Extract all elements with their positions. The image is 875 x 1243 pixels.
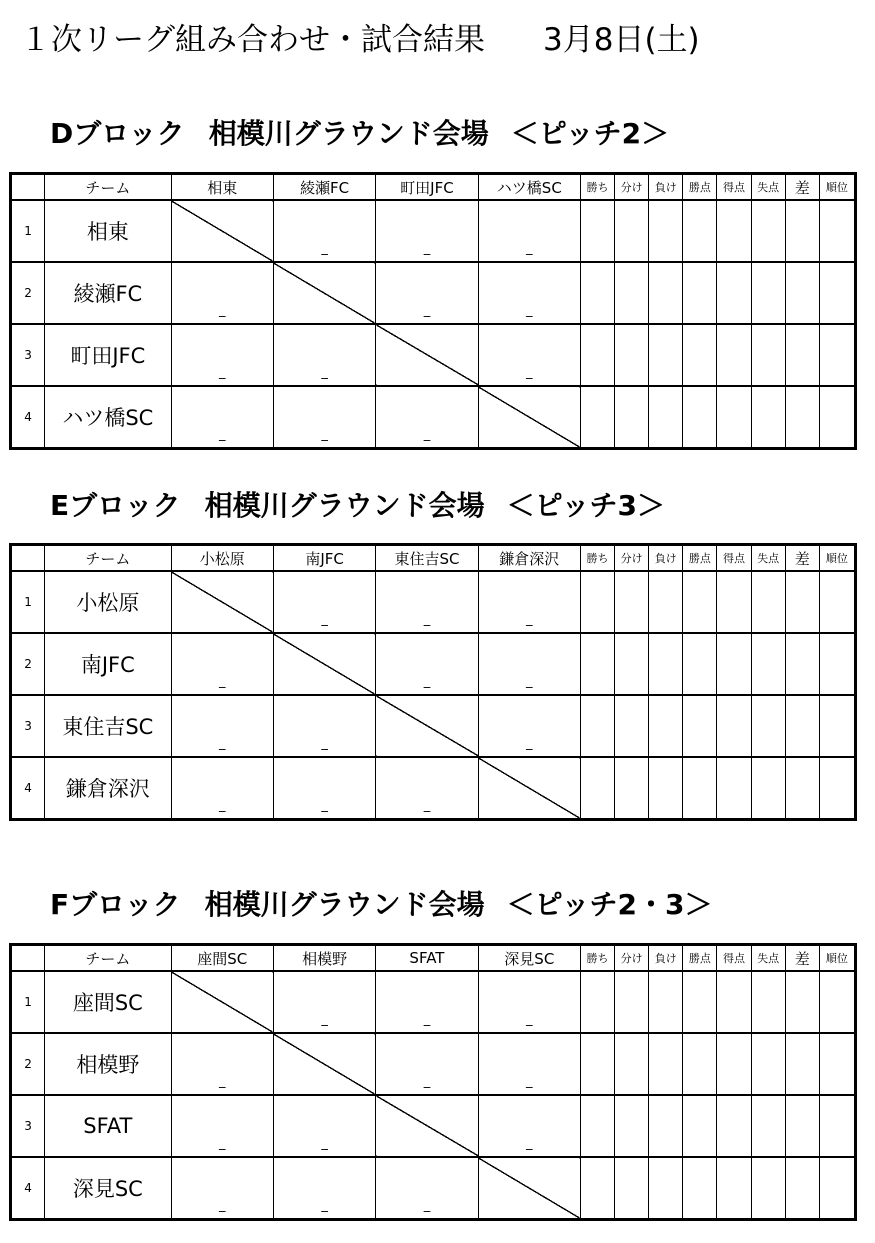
standings-table <box>9 172 857 450</box>
goals-against-cell[interactable] <box>751 386 785 449</box>
header-opponent: 小松原 <box>171 545 273 572</box>
goals-against-cell[interactable] <box>751 695 785 757</box>
score-value: _ <box>423 798 431 813</box>
goals-for-cell[interactable] <box>717 262 751 324</box>
score-value: _ <box>423 303 431 318</box>
score-cell[interactable] <box>478 971 580 1033</box>
goals-against-cell[interactable] <box>751 971 785 1033</box>
score-cell[interactable] <box>273 324 375 386</box>
score-value: _ <box>423 1198 431 1213</box>
losses-cell[interactable] <box>649 971 683 1033</box>
score-value: _ <box>526 1012 533 1027</box>
goal-diff-cell[interactable] <box>785 633 819 695</box>
self-match-cell <box>376 1095 478 1157</box>
score-value: _ <box>321 612 328 627</box>
losses-cell[interactable] <box>649 757 683 820</box>
points-cell[interactable] <box>683 262 717 324</box>
points-cell[interactable] <box>683 1095 717 1157</box>
score-cell[interactable] <box>273 1095 375 1157</box>
score-value: _ <box>218 736 226 751</box>
score-value: _ <box>218 1136 226 1151</box>
header-goals-against: 失点 <box>751 545 785 572</box>
goal-diff-cell[interactable] <box>785 695 819 757</box>
header-team: チーム <box>45 945 171 972</box>
rank-cell[interactable] <box>819 324 855 386</box>
score-value: _ <box>321 798 328 813</box>
points-cell[interactable] <box>683 571 717 633</box>
draws-cell[interactable] <box>615 386 649 449</box>
self-match-cell <box>273 1033 375 1095</box>
row-number: 3 <box>11 324 45 386</box>
points-cell[interactable] <box>683 324 717 386</box>
losses-cell[interactable] <box>649 571 683 633</box>
score-cell[interactable] <box>478 1095 580 1157</box>
goals-for-cell[interactable] <box>717 1033 751 1095</box>
header-wins: 勝ち <box>580 174 614 201</box>
score-cell[interactable] <box>171 386 273 449</box>
score-value: _ <box>321 365 328 380</box>
draws-cell[interactable] <box>615 1095 649 1157</box>
losses-cell[interactable] <box>649 262 683 324</box>
score-value: _ <box>423 1074 431 1089</box>
self-match-cell <box>171 200 273 262</box>
row-number: 1 <box>11 971 45 1033</box>
score-cell[interactable] <box>171 695 273 757</box>
rank-cell[interactable] <box>819 633 855 695</box>
team-name: 鎌倉深沢 <box>45 757 171 820</box>
goals-for-cell[interactable] <box>717 571 751 633</box>
goals-against-cell[interactable] <box>751 571 785 633</box>
row-number: 4 <box>11 386 45 449</box>
header-goal-diff: 差 <box>785 174 819 201</box>
team-name: 深見SC <box>45 1157 171 1220</box>
score-value: _ <box>526 1136 533 1151</box>
goals-for-cell[interactable] <box>717 1095 751 1157</box>
block-name: Fブロック <box>50 888 181 921</box>
losses-cell[interactable] <box>649 1157 683 1220</box>
goal-diff-cell[interactable] <box>785 971 819 1033</box>
rank-cell[interactable] <box>819 971 855 1033</box>
wins-cell[interactable] <box>580 633 614 695</box>
header-goals-for: 得点 <box>717 174 751 201</box>
score-cell[interactable] <box>376 262 478 324</box>
header-opponent: 東住吉SC <box>376 545 478 572</box>
venue-name: 相模川グラウンド会場 <box>204 489 485 522</box>
draws-cell[interactable] <box>615 324 649 386</box>
team-row <box>11 971 856 1033</box>
team-row <box>11 200 856 262</box>
score-cell[interactable] <box>171 1095 273 1157</box>
team-row <box>11 757 856 820</box>
header-opponent: 座間SC <box>171 945 273 972</box>
goals-for-cell[interactable] <box>717 633 751 695</box>
header-rank: 順位 <box>819 545 855 572</box>
draws-cell[interactable] <box>615 971 649 1033</box>
draws-cell[interactable] <box>615 200 649 262</box>
header-points: 勝点 <box>683 945 717 972</box>
self-match-cell <box>478 1157 580 1220</box>
score-cell[interactable] <box>478 633 580 695</box>
losses-cell[interactable] <box>649 200 683 262</box>
block-title <box>50 484 665 524</box>
rank-cell[interactable] <box>819 695 855 757</box>
rank-cell[interactable] <box>819 571 855 633</box>
score-cell[interactable] <box>376 1157 478 1220</box>
points-cell[interactable] <box>683 757 717 820</box>
row-number: 4 <box>11 757 45 820</box>
score-value: _ <box>218 1074 226 1089</box>
header-points: 勝点 <box>683 174 717 201</box>
row-number: 1 <box>11 200 45 262</box>
self-match-cell <box>171 571 273 633</box>
goals-for-cell[interactable] <box>717 971 751 1033</box>
header-goals-against: 失点 <box>751 174 785 201</box>
wins-cell[interactable] <box>580 262 614 324</box>
score-cell[interactable] <box>376 571 478 633</box>
team-row <box>11 1157 856 1220</box>
team-row <box>11 633 856 695</box>
score-value: _ <box>218 427 226 442</box>
score-value: _ <box>218 303 226 318</box>
row-number: 2 <box>11 633 45 695</box>
block-name: Eブロック <box>50 489 181 522</box>
wins-cell[interactable] <box>580 757 614 820</box>
row-number: 2 <box>11 262 45 324</box>
header-goals-against: 失点 <box>751 945 785 972</box>
row-number: 4 <box>11 1157 45 1220</box>
team-name: 相東 <box>45 200 171 262</box>
venue-name: 相模川グラウンド会場 <box>204 888 485 921</box>
wins-cell[interactable] <box>580 1157 614 1220</box>
team-name: 東住吉SC <box>45 695 171 757</box>
team-name: ハツ橋SC <box>45 386 171 449</box>
score-cell[interactable] <box>171 262 273 324</box>
goal-diff-cell[interactable] <box>785 1095 819 1157</box>
points-cell[interactable] <box>683 386 717 449</box>
header-losses: 負け <box>649 174 683 201</box>
page-title <box>20 14 700 59</box>
score-value: _ <box>526 365 533 380</box>
header-opponent: 深見SC <box>478 945 580 972</box>
team-name: 南JFC <box>45 633 171 695</box>
standings-table <box>9 543 857 821</box>
team-name: 綾瀬FC <box>45 262 171 324</box>
goals-for-cell[interactable] <box>717 695 751 757</box>
losses-cell[interactable] <box>649 1095 683 1157</box>
score-cell[interactable] <box>171 1033 273 1095</box>
score-value: _ <box>423 241 431 256</box>
rank-cell[interactable] <box>819 1095 855 1157</box>
score-cell[interactable] <box>171 633 273 695</box>
points-cell[interactable] <box>683 1157 717 1220</box>
league-table <box>9 543 857 821</box>
goals-for-cell[interactable] <box>717 200 751 262</box>
self-match-cell <box>376 695 478 757</box>
team-row <box>11 1033 856 1095</box>
header-draws: 分け <box>615 545 649 572</box>
header-opponent: 町田JFC <box>376 174 478 201</box>
header-goal-diff: 差 <box>785 545 819 572</box>
score-cell[interactable] <box>273 757 375 820</box>
wins-cell[interactable] <box>580 1033 614 1095</box>
header-opponent: 南JFC <box>273 545 375 572</box>
score-value: _ <box>526 736 533 751</box>
goals-against-cell[interactable] <box>751 1033 785 1095</box>
header-goals-for: 得点 <box>717 545 751 572</box>
score-cell[interactable] <box>478 571 580 633</box>
wins-cell[interactable] <box>580 386 614 449</box>
score-cell[interactable] <box>376 971 478 1033</box>
wins-cell[interactable] <box>580 971 614 1033</box>
goals-against-cell[interactable] <box>751 262 785 324</box>
wins-cell[interactable] <box>580 1095 614 1157</box>
score-value: _ <box>321 427 328 442</box>
goal-diff-cell[interactable] <box>785 1033 819 1095</box>
score-value: _ <box>321 1136 328 1151</box>
losses-cell[interactable] <box>649 695 683 757</box>
match-date: 3月8日(土) <box>543 22 700 58</box>
score-value: _ <box>423 427 431 442</box>
goal-diff-cell[interactable] <box>785 571 819 633</box>
score-cell[interactable] <box>171 324 273 386</box>
header-losses: 負け <box>649 545 683 572</box>
goals-for-cell[interactable] <box>717 324 751 386</box>
header-team: チーム <box>45 545 171 572</box>
page-title-text: １次リーグ組み合わせ・試合結果 <box>20 22 485 58</box>
row-number: 3 <box>11 695 45 757</box>
team-name: 小松原 <box>45 571 171 633</box>
header-opponent: SFAT <box>376 945 478 972</box>
losses-cell[interactable] <box>649 324 683 386</box>
score-cell[interactable] <box>376 757 478 820</box>
header-wins: 勝ち <box>580 945 614 972</box>
score-cell[interactable] <box>478 695 580 757</box>
wins-cell[interactable] <box>580 571 614 633</box>
points-cell[interactable] <box>683 971 717 1033</box>
team-row <box>11 262 856 324</box>
goals-against-cell[interactable] <box>751 1157 785 1220</box>
goal-diff-cell[interactable] <box>785 200 819 262</box>
goal-diff-cell[interactable] <box>785 386 819 449</box>
team-row <box>11 386 856 449</box>
draws-cell[interactable] <box>615 1033 649 1095</box>
goals-against-cell[interactable] <box>751 324 785 386</box>
self-match-cell <box>478 757 580 820</box>
score-value: _ <box>218 798 226 813</box>
row-number: 2 <box>11 1033 45 1095</box>
score-cell[interactable] <box>376 1033 478 1095</box>
header-rank: 順位 <box>819 174 855 201</box>
score-cell[interactable] <box>273 386 375 449</box>
header-row <box>11 174 856 201</box>
goal-diff-cell[interactable] <box>785 757 819 820</box>
team-name: 町田JFC <box>45 324 171 386</box>
rank-cell[interactable] <box>819 200 855 262</box>
points-cell[interactable] <box>683 1033 717 1095</box>
goals-against-cell[interactable] <box>751 757 785 820</box>
header-losses: 負け <box>649 945 683 972</box>
wins-cell[interactable] <box>580 324 614 386</box>
score-cell[interactable] <box>478 324 580 386</box>
team-name: SFAT <box>45 1095 171 1157</box>
header-goal-diff: 差 <box>785 945 819 972</box>
self-match-cell <box>273 633 375 695</box>
wins-cell[interactable] <box>580 200 614 262</box>
score-cell[interactable] <box>171 1157 273 1220</box>
pitch-label: ＜ピッチ2＞ <box>510 117 670 150</box>
losses-cell[interactable] <box>649 633 683 695</box>
score-value: _ <box>526 303 533 318</box>
header-goals-for: 得点 <box>717 945 751 972</box>
self-match-cell <box>273 262 375 324</box>
header-opponent: 相模野 <box>273 945 375 972</box>
goals-for-cell[interactable] <box>717 386 751 449</box>
rank-cell[interactable] <box>819 262 855 324</box>
header-opponent: ハツ橋SC <box>478 174 580 201</box>
header-draws: 分け <box>615 945 649 972</box>
score-value: _ <box>218 365 226 380</box>
team-row <box>11 695 856 757</box>
wins-cell[interactable] <box>580 695 614 757</box>
score-cell[interactable] <box>478 262 580 324</box>
header-team: チーム <box>45 174 171 201</box>
header-opponent: 鎌倉深沢 <box>478 545 580 572</box>
score-cell[interactable] <box>478 1033 580 1095</box>
header-no <box>11 174 45 201</box>
draws-cell[interactable] <box>615 262 649 324</box>
team-row <box>11 571 856 633</box>
score-value: _ <box>321 1012 328 1027</box>
score-value: _ <box>423 674 431 689</box>
league-table <box>9 943 857 1221</box>
points-cell[interactable] <box>683 200 717 262</box>
rank-cell[interactable] <box>819 1033 855 1095</box>
team-row <box>11 1095 856 1157</box>
losses-cell[interactable] <box>649 1033 683 1095</box>
league-table <box>9 172 857 450</box>
points-cell[interactable] <box>683 633 717 695</box>
draws-cell[interactable] <box>615 757 649 820</box>
draws-cell[interactable] <box>615 571 649 633</box>
score-value: _ <box>321 241 328 256</box>
header-row <box>11 945 856 972</box>
goals-for-cell[interactable] <box>717 1157 751 1220</box>
score-cell[interactable] <box>273 571 375 633</box>
score-value: _ <box>321 736 328 751</box>
self-match-cell <box>478 386 580 449</box>
block-title <box>50 883 712 923</box>
venue-name: 相模川グラウンド会場 <box>208 117 489 150</box>
row-number: 1 <box>11 571 45 633</box>
score-cell[interactable] <box>273 1157 375 1220</box>
score-cell[interactable] <box>273 971 375 1033</box>
score-cell[interactable] <box>273 200 375 262</box>
score-value: _ <box>423 612 431 627</box>
score-value: _ <box>526 241 533 256</box>
header-rank: 順位 <box>819 945 855 972</box>
block-name: Dブロック <box>50 117 185 150</box>
score-cell[interactable] <box>273 695 375 757</box>
self-match-cell <box>171 971 273 1033</box>
block-title <box>50 112 669 152</box>
draws-cell[interactable] <box>615 695 649 757</box>
draws-cell[interactable] <box>615 1157 649 1220</box>
score-value: _ <box>218 1198 226 1213</box>
score-value: _ <box>321 1198 328 1213</box>
score-cell[interactable] <box>376 200 478 262</box>
goal-diff-cell[interactable] <box>785 1157 819 1220</box>
self-match-cell <box>376 324 478 386</box>
goals-for-cell[interactable] <box>717 757 751 820</box>
score-value: _ <box>526 674 533 689</box>
score-cell[interactable] <box>171 757 273 820</box>
header-row <box>11 545 856 572</box>
pitch-label: ＜ピッチ3＞ <box>506 489 665 522</box>
standings-table <box>9 943 857 1221</box>
score-value: _ <box>423 1012 431 1027</box>
losses-cell[interactable] <box>649 386 683 449</box>
goals-against-cell[interactable] <box>751 1095 785 1157</box>
score-cell[interactable] <box>478 200 580 262</box>
header-opponent: 相東 <box>171 174 273 201</box>
score-value: _ <box>218 674 226 689</box>
goal-diff-cell[interactable] <box>785 324 819 386</box>
header-no <box>11 545 45 572</box>
team-name: 相模野 <box>45 1033 171 1095</box>
row-number: 3 <box>11 1095 45 1157</box>
score-cell[interactable] <box>376 633 478 695</box>
rank-cell[interactable] <box>819 757 855 820</box>
score-value: _ <box>526 612 533 627</box>
score-cell[interactable] <box>376 386 478 449</box>
draws-cell[interactable] <box>615 633 649 695</box>
header-wins: 勝ち <box>580 545 614 572</box>
team-name: 座間SC <box>45 971 171 1033</box>
header-points: 勝点 <box>683 545 717 572</box>
pitch-label: ＜ピッチ2・3＞ <box>506 888 713 921</box>
header-draws: 分け <box>615 174 649 201</box>
team-row <box>11 324 856 386</box>
goals-against-cell[interactable] <box>751 200 785 262</box>
header-no <box>11 945 45 972</box>
points-cell[interactable] <box>683 695 717 757</box>
goals-against-cell[interactable] <box>751 633 785 695</box>
rank-cell[interactable] <box>819 386 855 449</box>
rank-cell[interactable] <box>819 1157 855 1220</box>
score-value: _ <box>526 1074 533 1089</box>
goal-diff-cell[interactable] <box>785 262 819 324</box>
header-opponent: 綾瀬FC <box>273 174 375 201</box>
